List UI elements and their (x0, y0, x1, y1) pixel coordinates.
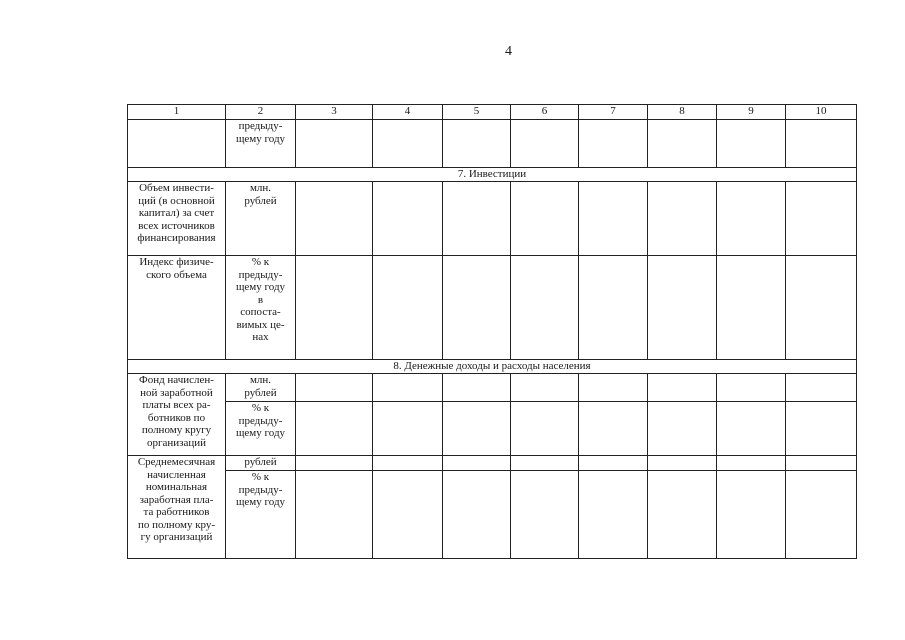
value-cell (296, 374, 373, 402)
value-cell (648, 402, 717, 456)
unit-cell: % к предыду- щему году в сопоста- вимых це- нах (226, 256, 296, 360)
value-cell (373, 471, 443, 559)
unit-cell: предыду- щему году (226, 120, 296, 168)
col-header-7: 7 (579, 105, 648, 120)
value-cell (579, 374, 648, 402)
col-header-8: 8 (648, 105, 717, 120)
value-cell (511, 402, 579, 456)
col-header-1: 1 (128, 105, 226, 120)
value-cell (511, 182, 579, 256)
value-cell (717, 402, 786, 456)
value-cell (786, 120, 857, 168)
value-cell (296, 471, 373, 559)
value-cell (296, 256, 373, 360)
indicators-table (127, 104, 857, 559)
value-cell (443, 182, 511, 256)
unit-cell: рублей (226, 456, 296, 471)
value-cell (786, 374, 857, 402)
unit-cell: млн. рублей (226, 374, 296, 402)
value-cell (648, 456, 717, 471)
value-cell (373, 374, 443, 402)
page-number: 4 (505, 44, 512, 59)
table-row (128, 120, 857, 168)
indicator-cell: Фонд начислен- ной заработной платы всех ра- ботников по полному кругу организаций (128, 374, 226, 456)
value-cell (373, 120, 443, 168)
value-cell (648, 120, 717, 168)
value-cell (717, 471, 786, 559)
value-cell (786, 456, 857, 471)
value-cell (511, 256, 579, 360)
table-row (128, 182, 857, 256)
unit-cell: млн. рублей (226, 182, 296, 256)
col-header-9: 9 (717, 105, 786, 120)
section-title: 8. Денежные доходы и расходы населения (128, 360, 857, 374)
value-cell (717, 456, 786, 471)
value-cell (373, 256, 443, 360)
table-row (128, 256, 857, 360)
value-cell (786, 402, 857, 456)
indicator-cell: Среднемесячная начисленная номинальная заработная пла- та работников по полному кру- гу организаций (128, 456, 226, 559)
value-cell (717, 182, 786, 256)
value-cell (511, 471, 579, 559)
value-cell (648, 182, 717, 256)
value-cell (443, 471, 511, 559)
value-cell (511, 120, 579, 168)
value-cell (648, 256, 717, 360)
unit-cell: % к предыду- щему году (226, 471, 296, 559)
value-cell (373, 182, 443, 256)
value-cell (579, 471, 648, 559)
table-row (128, 402, 857, 456)
value-cell (373, 456, 443, 471)
value-cell (579, 120, 648, 168)
value-cell (786, 471, 857, 559)
col-header-3: 3 (296, 105, 373, 120)
col-header-2: 2 (226, 105, 296, 120)
value-cell (579, 256, 648, 360)
column-numbers-row (128, 105, 857, 120)
indicator-cell (128, 120, 226, 168)
value-cell (443, 402, 511, 456)
table-row (128, 374, 857, 402)
value-cell (373, 402, 443, 456)
value-cell (511, 456, 579, 471)
value-cell (511, 374, 579, 402)
value-cell (296, 182, 373, 256)
col-header-4: 4 (373, 105, 443, 120)
indicator-cell: Индекс физиче- ского объема (128, 256, 226, 360)
value-cell (296, 402, 373, 456)
value-cell (648, 374, 717, 402)
col-header-10: 10 (786, 105, 857, 120)
col-header-5: 5 (443, 105, 511, 120)
table-row (128, 456, 857, 471)
value-cell (648, 471, 717, 559)
value-cell (443, 256, 511, 360)
value-cell (296, 120, 373, 168)
section-7-header (128, 168, 857, 182)
value-cell (443, 374, 511, 402)
value-cell (443, 120, 511, 168)
value-cell (717, 374, 786, 402)
value-cell (579, 182, 648, 256)
value-cell (579, 456, 648, 471)
value-cell (786, 182, 857, 256)
value-cell (296, 456, 373, 471)
value-cell (786, 256, 857, 360)
col-header-6: 6 (511, 105, 579, 120)
unit-cell: % к предыду- щему году (226, 402, 296, 456)
section-title: 7. Инвестиции (128, 168, 857, 182)
value-cell (717, 256, 786, 360)
indicator-cell: Объем инвести- ций (в основной капитал) за счет всех источников финансирования (128, 182, 226, 256)
value-cell (579, 402, 648, 456)
value-cell (443, 456, 511, 471)
table-row (128, 471, 857, 559)
section-8-header (128, 360, 857, 374)
value-cell (717, 120, 786, 168)
